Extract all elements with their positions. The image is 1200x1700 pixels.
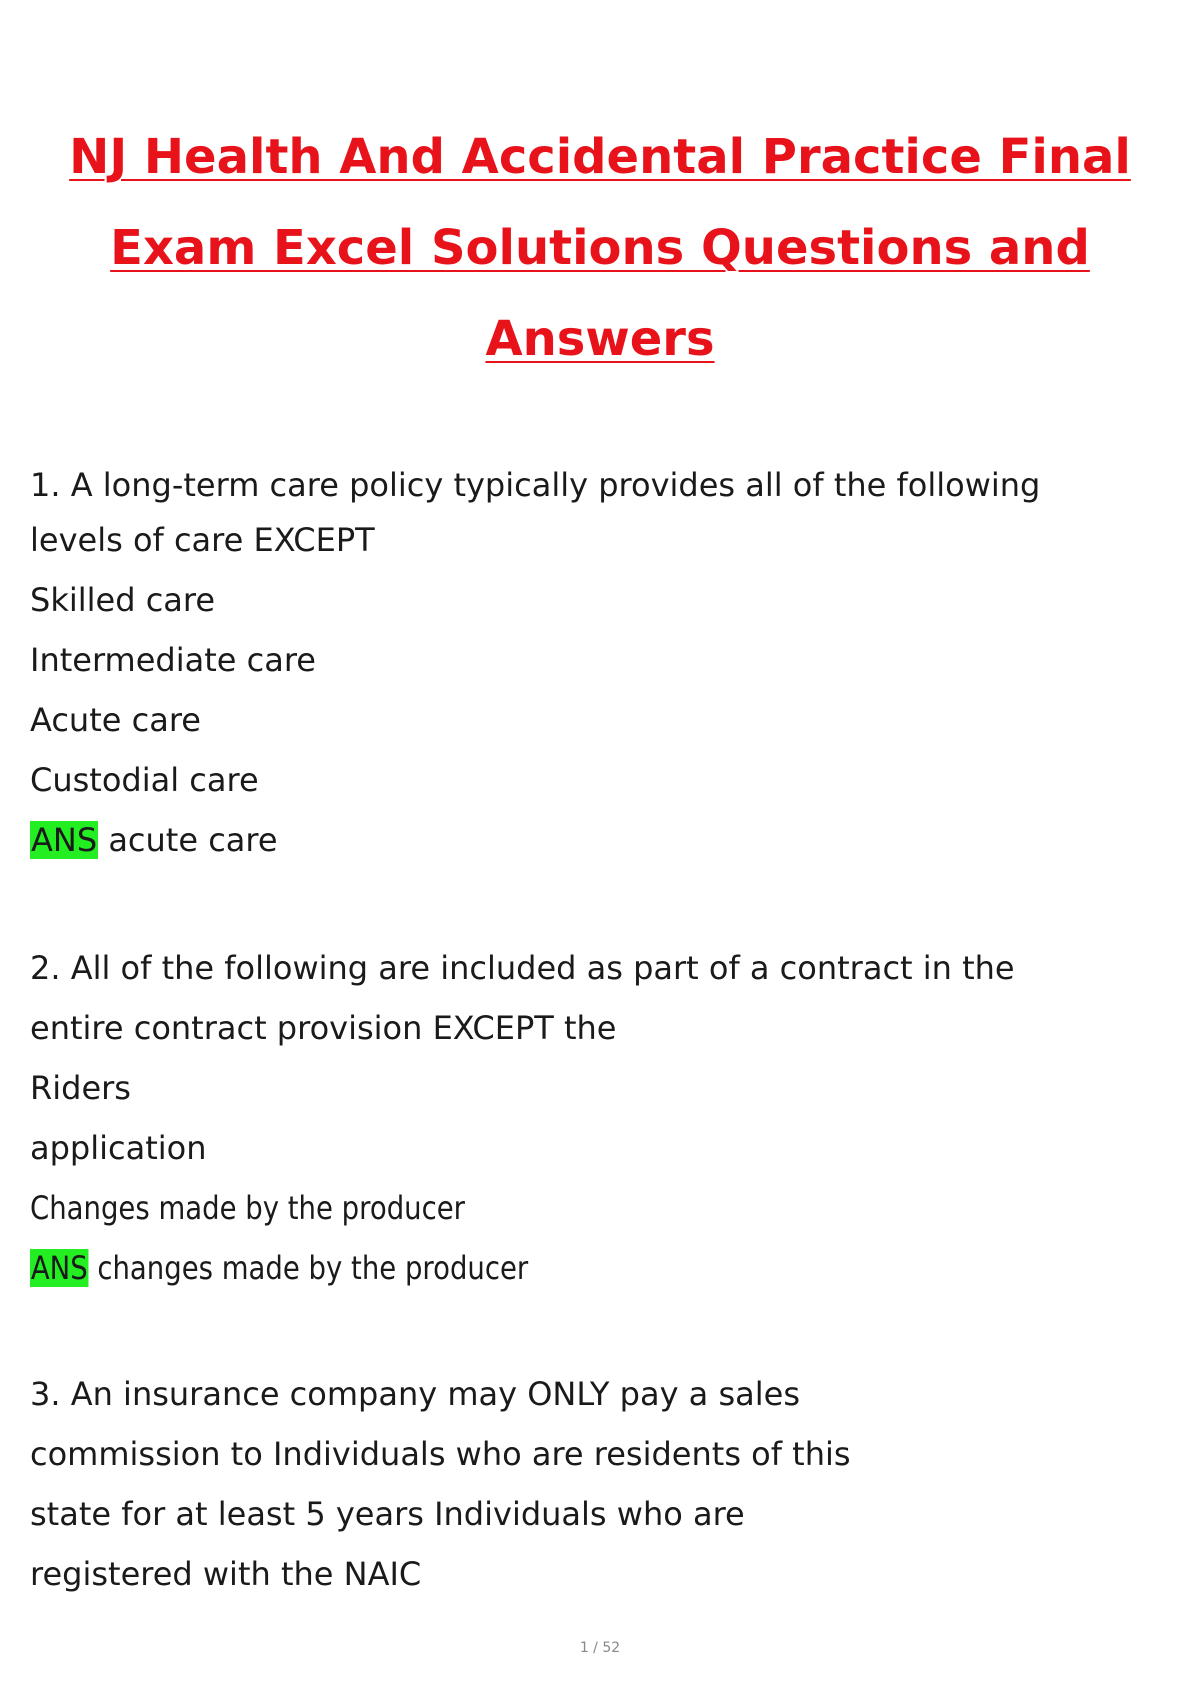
title-line-3: Answers	[485, 311, 715, 367]
question-1-option-1: Skilled care	[30, 581, 216, 619]
document-title	[40, 112, 1160, 385]
page-number: 1 / 52	[579, 1640, 621, 1656]
question-2-answer	[30, 1248, 609, 1288]
question-2-option-2: application	[30, 1129, 207, 1167]
answer-text: changes made by the producer	[97, 1249, 529, 1287]
question-1-option-2: Intermediate care	[30, 641, 316, 679]
question-2-option-1: Riders	[30, 1069, 131, 1107]
question-1-option-3: Acute care	[30, 701, 201, 739]
question-1-option-4: Custodial care	[30, 761, 259, 799]
question-2-option-3	[30, 1188, 536, 1228]
question-3-text-line-3: state for at least 5 years Individuals who are	[30, 1495, 745, 1533]
question-3-text-line-4: registered with the NAIC	[30, 1555, 422, 1593]
answer-row-condensed	[30, 1248, 528, 1288]
question-3-text-line-2: commission to Individuals who are residents of this	[30, 1435, 851, 1473]
question-1-text-line-2: levels of care EXCEPT	[30, 521, 375, 559]
question-3-text-line-1: 3. An insurance company may ONLY pay a sales	[30, 1375, 800, 1413]
option-text-condensed: Changes made by the producer	[30, 1189, 465, 1227]
question-2-text-line-1: 2. All of the following are included as part of a contract in the	[30, 949, 1015, 987]
question-2-text-line-2: entire contract provision EXCEPT the	[30, 1009, 617, 1047]
title-line-2: Exam Excel Solutions Questions and	[110, 220, 1090, 276]
question-1-text-line-1: 1. A long-term care policy typically provides all of the following	[30, 466, 1041, 504]
answer-badge: ANS	[31, 821, 98, 859]
answer-text: acute care	[108, 821, 278, 859]
title-line-1: NJ Health And Accidental Practice Final	[69, 129, 1131, 185]
answer-badge: ANS	[30, 1249, 88, 1287]
question-1-answer	[30, 820, 278, 860]
